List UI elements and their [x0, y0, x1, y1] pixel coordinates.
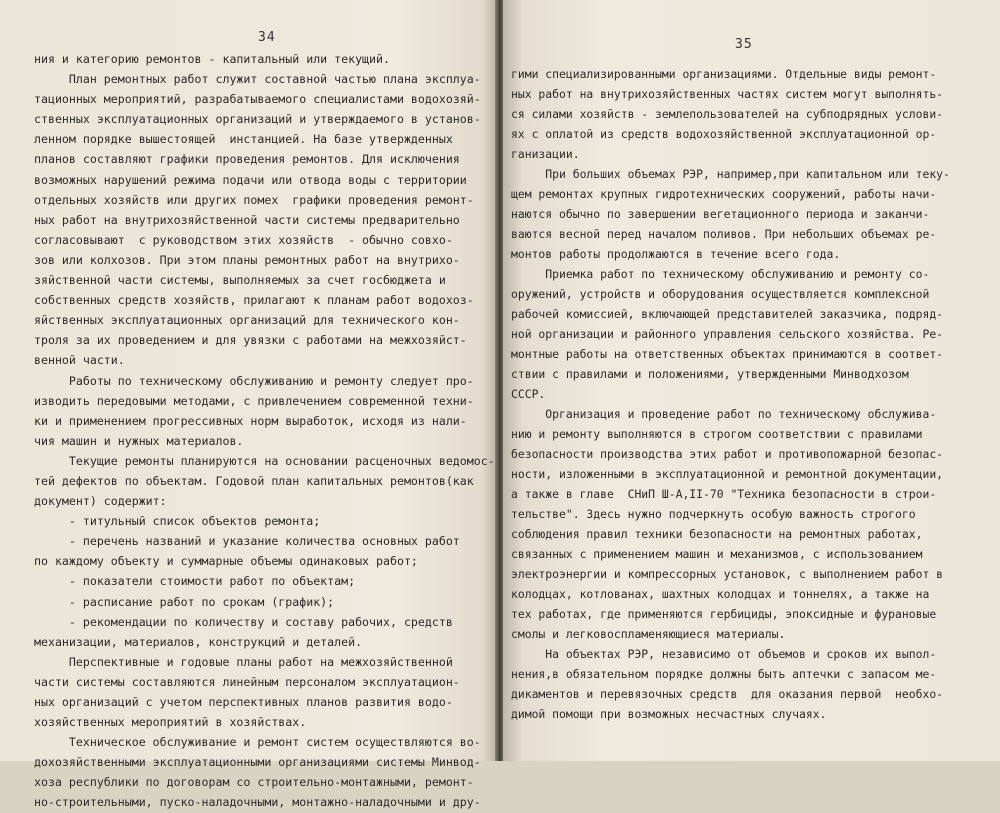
text-line: соблюдения правил техники безопасности на ремонтных работах,: [511, 527, 923, 541]
text-line: дохозяйственными эксплуатационными организациями системы Минвод-: [34, 755, 481, 770]
text-line: ленном порядке вышестоящей инстанцией. На базе утвержденных: [34, 132, 453, 147]
text-line: Текущие ремонты планируются на основании расценочных ведомос-: [34, 453, 495, 468]
text-line: отдельных хозяйств или других помех графики проведения ремонт-: [34, 192, 474, 207]
text-line: ствии с правилами и положениями, утвержденными Минводхозом: [511, 367, 909, 381]
text-line: венной части.: [34, 353, 125, 368]
text-line: ся силами хозяйств - землепользователей на субподрядных услови-: [511, 107, 944, 121]
text-line: нения,в обязательном порядке должны быть аптечки с запасом ме-: [511, 667, 937, 681]
text-line: рабочей комиссией, включающей представителей заказчика, подряд-: [511, 307, 944, 321]
text-line: связанных с применением машин и механизмов, с использованием: [511, 547, 923, 561]
right-page: [503, 0, 1000, 761]
text-line: щем ремонтах крупных гидротехнических сооружений, работы начи-: [511, 187, 937, 201]
text-line: смолы и легковоспламеняющиеся материалы.: [511, 627, 786, 641]
text-line: безопасности производства этих работ и противопожарной безопас-: [511, 447, 944, 461]
text-line: На объектах РЭР, независимо от объемов и сроков их выпол-: [511, 647, 937, 661]
text-line: тационных мероприятий, разрабатываемого специалистами водохозяй-: [34, 92, 481, 107]
text-line: Приемка работ по техническому обслуживанию и ремонту со-: [511, 267, 930, 281]
text-line: - перечень названий и указание количества основных работ: [34, 534, 460, 549]
text-line: ганизации.: [511, 147, 580, 161]
text-line: гими специализированными организациями. Отдельные виды ремонт-: [511, 67, 937, 81]
page-number-left: 34: [258, 30, 276, 45]
text-line: согласовывают с руководством этих хозяйств - обычно совхо-: [34, 232, 453, 247]
text-line: по каждому объекту и суммарные объемы одинаковых работ;: [34, 554, 418, 569]
text-line: зов или колхозов. При этом планы ремонтных работ на внутрихо-: [34, 252, 460, 267]
text-line: План ремонтных работ служит составной частью плана эксплуа-: [34, 72, 481, 87]
text-line: тех работах, где применяются гербициды, эпоксидные и фурановые: [511, 607, 937, 621]
text-line: тельстве". Здесь нужно подчеркнуть особую важность строгого: [511, 507, 916, 521]
text-line: планов составляют графики проведения ремонтов. Для исключения: [34, 152, 460, 167]
text-line: оружений, устройств и оборудования осуществляется комплексной: [511, 287, 930, 301]
text-line: собственных средств хозяйств, прилагают к планам работ водохоз-: [34, 293, 474, 308]
text-line: - титульный список объектов ремонта;: [34, 514, 321, 529]
text-line: СССР.: [511, 387, 546, 401]
text-line: ности, изложенными в эксплуатационной и ремонтной документации,: [511, 467, 944, 481]
text-line: хоза республики по договорам со строительно-монтажными, ремонт-: [34, 775, 474, 790]
text-line: а также в главе СНиП Ш-А,II-70 "Техника безопасности в строи-: [511, 487, 937, 501]
text-line: но-строительными, пуско-наладочными, монтажно-наладочными и дру-: [34, 795, 481, 810]
text-line: хозяйственных мероприятий в хозяйствах.: [34, 715, 307, 730]
text-line: димой помощи при возможных несчастных случаях.: [511, 707, 827, 721]
text-line: Перспективные и годовые планы работ на межхозяйственной: [34, 654, 453, 669]
text-line: ных организаций с учетом перспективных планов развития водо-: [34, 695, 453, 709]
text-line: монтов работы продолжаются в течение всего года.: [511, 247, 841, 261]
text-line: изводить передовыми методами, с привлечением современной техни-: [34, 393, 474, 408]
text-line: ных работ на внутрихозяйственной части системы предварительно: [34, 212, 460, 227]
text-line: наются обычно по завершении вегетационного периода и заканчи-: [511, 207, 930, 221]
text-line: Техническое обслуживание и ремонт систем осуществляются во-: [34, 735, 481, 750]
text-line: ки и применением прогрессивных норм выработок, исходя из нали-: [34, 413, 467, 428]
text-line: колодцах, котлованах, шахтных колодцах и тоннелях, а также на: [511, 587, 930, 601]
text-line: ях с оплатой из средств водохозяйственной эксплуатационной ор-: [511, 127, 937, 141]
text-line: дикаментов и перевязочных средств для оказания первой необхо-: [511, 687, 944, 701]
text-line: документ) содержит:: [34, 494, 167, 509]
text-line: ния и категорию ремонтов - капитальный или текущий.: [34, 52, 390, 66]
right-page-text: [511, 64, 973, 724]
page-number-right: 35: [735, 37, 753, 52]
text-line: ственных эксплуатационных организаций и утверждаемого в установ-: [34, 112, 481, 127]
text-line: механизации, материалов, конструкций и деталей.: [34, 634, 363, 649]
left-page-text: [34, 49, 502, 813]
text-line: нию и ремонту выполняются в строгом соответствии с правилами: [511, 427, 923, 441]
text-line: электроэнергии и компрессорных установок, с выполнением работ в: [511, 567, 944, 581]
text-line: яйственных эксплуатационных организаций для технического кон-: [34, 313, 460, 328]
text-line: части системы составляются линейным персоналом эксплуатацион-: [34, 674, 460, 689]
text-line: - показатели стоимости работ по объектам;: [34, 574, 356, 589]
text-line: Работы по техническому обслуживанию и ремонту следует про-: [34, 373, 474, 388]
text-line: При больших объемах РЭР, например,при капитальном или теку-: [511, 167, 950, 181]
text-line: зяйственной части системы, выполняемых за счет госбюджета и: [34, 273, 446, 288]
text-line: чия машин и нужных материалов.: [34, 433, 244, 448]
text-line: Организация и проведение работ по техническому обслужива-: [511, 407, 937, 421]
text-line: - расписание работ по срокам (график);: [34, 594, 335, 609]
text-line: монтные работы на ответственных объектах принимаются в соответ-: [511, 347, 944, 361]
text-line: ной организации и районного управления сельского хозяйства. Ре-: [511, 327, 944, 341]
text-line: возможных нарушений режима подачи или отвода воды с территории: [34, 172, 467, 187]
text-line: ных работ на внутрихозяйственных частях систем могут выполнять-: [511, 87, 944, 101]
text-line: троля за их проведением и для увязки с работами на межхозяйст-: [34, 333, 467, 348]
text-line: тей дефектов по объектам. Годовой план капитальных ремонтов(как: [34, 473, 474, 488]
text-line: ваются весной перед началом поливов. При небольших объемах ре-: [511, 227, 937, 241]
text-line: - рекомендации по количеству и составу рабочих, средств: [34, 614, 453, 629]
left-page: [0, 0, 497, 810]
